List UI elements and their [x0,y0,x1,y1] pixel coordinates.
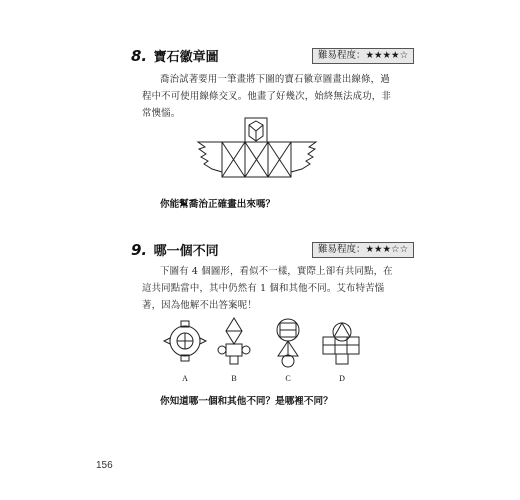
problem-8-question: 你能幫喬治正確畫出來嗎？ [160,199,276,210]
figure-d [323,323,359,364]
problem-8-difficulty: 難易程度：★★★★☆ [312,48,414,64]
problem-9-number: 9. [131,241,148,259]
option-c-label: C [285,374,291,383]
problem-8-paragraph: 喬治試著要用一筆畫將下圖的寶石徽章圖畫出線條，過程中不可使用線條交叉。他畫了好幾次，始終無法成功，非常懊惱。 [142,74,391,119]
page-number: 156 [96,460,113,471]
figure-a [164,321,206,361]
option-a-label: A [182,374,188,383]
option-d-label: D [339,374,345,383]
problem-9-question: 你知道哪一個和其他不同？是哪裡不同？ [160,396,333,407]
problem-9-paragraph: 下圖有 4 個圖形，看似不一樣，實際上卻有共同點，在這共同點當中，其中仍然有 1 個和其他不同。艾布特苦惱著，因為他解不出答案呢！ [142,266,393,311]
problem-9-title: 哪一個不同 [153,244,219,259]
problem-8-title: 寶石徽章圖 [153,50,219,65]
problem-8-number: 8. [131,47,148,65]
figure-c [277,319,299,367]
option-b-label: B [231,374,237,383]
problem-9-difficulty: 難易程度：★★★☆☆ [312,242,414,258]
figure-b [218,318,250,364]
